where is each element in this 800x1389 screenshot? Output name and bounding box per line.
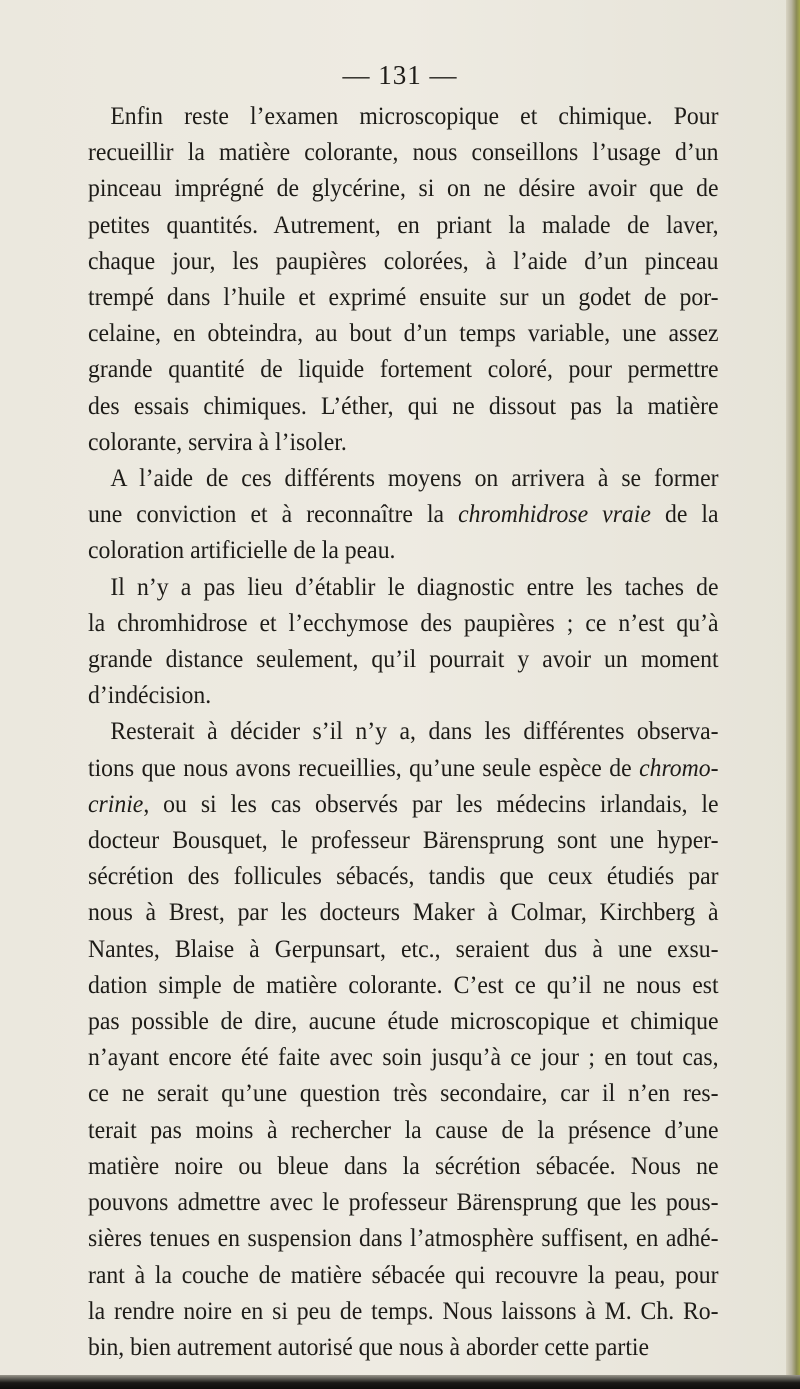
text-line — [88, 713, 719, 749]
text-line — [88, 605, 719, 641]
text-line — [88, 677, 719, 713]
text-segment: n’ayant encore été faite avec soin jusqu’à ce jour ; en tout cas, — [88, 1042, 719, 1072]
text-line — [88, 641, 719, 677]
text-segment: grande quantité de liquide fortement coloré, pour permettre — [88, 354, 719, 384]
text-line — [88, 1329, 719, 1365]
page-number: — 131 — — [342, 60, 458, 90]
text-segment: Nantes, Blaise à Gerpunsart, etc., seraient dus à une exsu- — [88, 933, 719, 963]
body-text — [88, 98, 719, 1365]
text-line — [88, 243, 719, 279]
text-line — [88, 496, 719, 532]
text-segment: tions que nous avons recueillies, qu’une seule espèce de — [88, 752, 640, 782]
page-bottom-edge — [0, 1375, 800, 1389]
text-segment: des essais chimiques. L’éther, qui ne dissout pas la matière — [88, 390, 719, 420]
text-line — [88, 532, 719, 568]
text-line — [88, 1220, 719, 1256]
text-segment: trempé dans l’huile et exprimé ensuite sur un godet de por- — [88, 282, 719, 312]
text-segment: grande distance seulement, qu’il pourrait y avoir un moment — [88, 644, 719, 674]
text-segment: rant à la couche de matière sébacée qui recouvre la peau, pour — [88, 1259, 719, 1289]
text-line — [88, 894, 719, 930]
text-line — [88, 1293, 719, 1329]
text-segment: Enfin reste l’examen microscopique et chimique. Pour — [110, 101, 719, 130]
text-segment: Il n’y a pas lieu d’établir le diagnostic entre les taches de — [110, 571, 719, 601]
text-line — [88, 1257, 719, 1293]
text-segment: chaque jour, les paupières colorées, à l’aide d’un pinceau — [88, 245, 719, 275]
text-line — [88, 967, 719, 1003]
text-segment: coloration artificielle de la peau. — [88, 535, 396, 565]
text-segment: sécrétion des follicules sébacés, tandis que ceux étudiés par — [88, 861, 719, 891]
italic-term: crinie — [88, 788, 144, 818]
text-line — [88, 569, 719, 605]
text-segment: de la — [650, 499, 719, 529]
text-segment: dation simple de matière colorante. C’est ce qu’il ne nous est — [88, 969, 719, 999]
italic-term: chromhidrose vraie — [458, 499, 651, 529]
text-segment: recueillir la matière colorante, nous conseillons l’usage d’un — [88, 137, 719, 167]
text-line — [88, 1112, 719, 1148]
text-segment: sières tenues en suspension dans l’atmosphère suffisent, en adhé- — [88, 1223, 719, 1253]
text-line — [88, 170, 719, 206]
text-segment: nous à Brest, par les docteurs Maker à Colmar, Kirchberg à — [88, 897, 719, 927]
text-line — [88, 279, 719, 315]
text-line — [88, 1075, 719, 1111]
text-line — [88, 1039, 719, 1075]
text-segment: ce ne serait qu’une question très secondaire, car il n’en res- — [88, 1078, 719, 1108]
text-segment: docteur Bousquet, le professeur Bärensprung sont une hyper- — [88, 825, 719, 855]
text-segment: bin, bien autrement autorisé que nous à aborder cette partie — [88, 1331, 650, 1361]
text-line — [88, 460, 719, 496]
text-segment: colorante, servira à l’isoler. — [88, 426, 347, 456]
text-segment: la rendre noire en si peu de temps. Nous laissons à M. Ch. Ro- — [88, 1295, 719, 1325]
text-segment: pinceau imprégné de glycérine, si on ne désire avoir que de — [88, 173, 719, 203]
text-line — [88, 134, 719, 170]
page-right-edge — [786, 0, 800, 1389]
text-segment: terait pas moins à rechercher la cause de la présence d’une — [88, 1114, 719, 1144]
text-line — [88, 1184, 719, 1220]
text-segment: Resterait à décider s’il n’y a, dans les différentes observa- — [110, 716, 719, 746]
text-line — [88, 388, 719, 424]
text-line — [88, 1003, 719, 1039]
text-line — [88, 750, 719, 786]
text-segment: , ou si les cas observés par les médecins irlandais, le — [143, 788, 719, 818]
text-segment: pas possible de dire, aucune étude microscopique et chimique — [88, 1006, 719, 1036]
text-segment: pouvons admettre avec le professeur Bärensprung que les pous- — [88, 1187, 719, 1217]
text-segment: une conviction et à reconnaître la — [88, 499, 459, 529]
text-line — [88, 786, 719, 822]
text-segment: petites quantités. Autrement, en priant la malade de laver, — [88, 209, 719, 239]
text-segment: la chromhidrose et l’ecchymose des paupières ; ce n’est qu’à — [88, 607, 719, 637]
text-segment: d’indécision. — [88, 680, 212, 710]
text-line — [88, 207, 719, 243]
italic-term: chromo- — [639, 752, 719, 782]
text-line — [88, 98, 719, 134]
text-line — [88, 424, 719, 460]
text-line — [88, 351, 719, 387]
text-line — [88, 315, 719, 351]
text-segment: celaine, en obteindra, au bout d’un temps variable, une assez — [88, 318, 719, 348]
text-line — [88, 822, 719, 858]
text-line — [88, 858, 719, 894]
text-segment: A l’aide de ces différents moyens on arrivera à se former — [110, 463, 719, 493]
text-segment: matière noire ou bleue dans la sécrétion sébacée. Nous ne — [88, 1150, 719, 1180]
text-line — [88, 1148, 719, 1184]
text-line — [88, 931, 719, 967]
